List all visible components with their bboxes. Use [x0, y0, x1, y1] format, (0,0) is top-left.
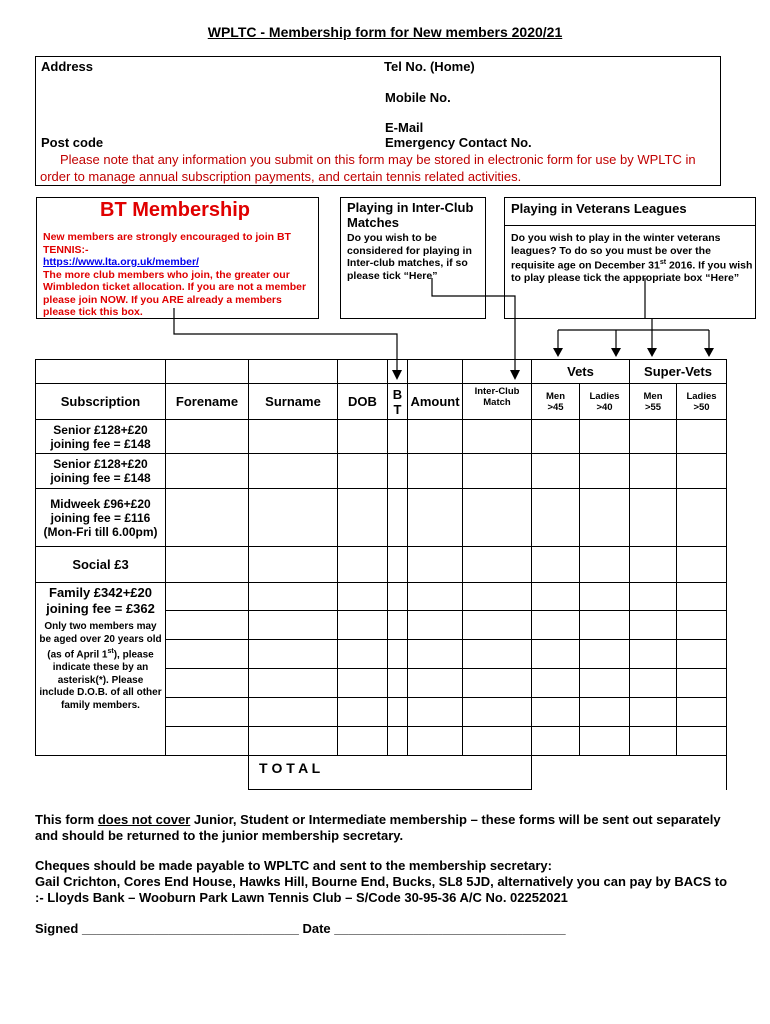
signature-line[interactable]: Signed ______________________________ Date ________________________________ — [35, 921, 566, 936]
postcode-label: Post code — [41, 135, 104, 150]
col-men55: Men >55 — [630, 384, 677, 420]
total-cell[interactable] — [249, 756, 532, 790]
membership-table — [35, 359, 727, 790]
row-label-senior: Senior £128+£20 joining fee = £148 — [36, 420, 166, 454]
vets-header: Vets — [532, 360, 630, 384]
secretary-address: Gail Crichton, Cores End House, Hawks Hill, Bourne End, Bucks, SL8 5JD, alternatively you can pay by BACS to :- Lloyds Bank – Wooburn Park Lawn Tennis Club – S/Code 30-95-36 A/C No. 02252021 — [35, 874, 728, 905]
address-label: Address — [41, 59, 94, 74]
table-row — [36, 489, 727, 547]
mobile-label: Mobile No. — [385, 90, 451, 105]
privacy-note: Please note that any information you submit on this form may be stored in electronic form for use by WPLTC in order to manage annual subscription payments, and certain tennis related activities. — [40, 152, 696, 184]
bt-line1: New members are strongly encouraged to join BT TENNIS:- — [43, 231, 291, 256]
row-label-social: Social £3 — [36, 547, 166, 583]
col-forename: Forename — [166, 384, 249, 420]
tel-home-label: Tel No. (Home) — [384, 59, 475, 74]
col-men45: Men >45 — [532, 384, 580, 420]
veterans-body: Do you wish to play in the winter veterans leagues? To do so you must be over the requisite age on December 31st 2016. If you wish to play please tick the appropriate box “Here” — [511, 232, 753, 284]
row-label-midweek: Midweek £96+£20 joining fee = £116 (Mon-Fri till 6.00pm) — [36, 489, 166, 547]
col-subscription: Subscription — [36, 384, 166, 420]
connector-arrows — [0, 0, 770, 380]
col-surname: Surname — [249, 384, 338, 420]
col-bt: B T — [388, 384, 408, 420]
table-row — [36, 583, 727, 611]
table-row — [36, 454, 727, 489]
table-row — [36, 547, 727, 583]
bt-line2: The more club members who join, the greater our Wimbledon ticket allocation. If you are not a member please join NOW. If you ARE already a members please tick this box. — [43, 268, 307, 318]
footer-note: This form does not cover Junior, Student or Intermediate membership – these forms will be sent out separately and should be returned to the junior membership secretary. — [35, 812, 721, 843]
col-dob: DOB — [338, 384, 388, 420]
form-title: WPLTC - Membership form for New members 2020/21 — [207, 24, 563, 40]
interclub-title: Playing in Inter-Club Matches — [347, 200, 474, 230]
lta-link[interactable]: https://www.lta.org.uk/member/ — [43, 256, 199, 268]
row-label-family: Family £342+£20 joining fee = £362 Only two members may be aged over 20 years old (as of April 1st), please indicate these by an asterisk(*). Please include D.O.B. of all other family members. — [36, 583, 166, 756]
emergency-label: Emergency Contact No. — [385, 135, 532, 150]
total-row — [36, 756, 727, 790]
veterans-title: Playing in Veterans Leagues — [511, 201, 687, 216]
col-ladies40: Ladies >40 — [580, 384, 630, 420]
table-row — [36, 420, 727, 454]
col-interclub: Inter-Club Match — [463, 384, 532, 420]
col-amount: Amount — [408, 384, 463, 420]
col-ladies50: Ladies >50 — [677, 384, 727, 420]
cheques-note: Cheques should be made payable to WPLTC and sent to the membership secretary: — [35, 858, 552, 873]
supervets-header: Super-Vets — [630, 360, 727, 384]
total-label: T O T A L — [259, 760, 321, 776]
interclub-body: Do you wish to be considered for playing in Inter-club matches, if so please tick “Here” — [347, 232, 472, 282]
family-note: Only two members may be aged over 20 years old (as of April 1st), please indicate these by an asterisk(*). Please include D.O.B. of all other family members. — [39, 621, 162, 711]
email-label: E-Mail — [385, 120, 424, 135]
row-label-senior: Senior £128+£20 joining fee = £148 — [36, 454, 166, 489]
bt-title: BT Membership — [100, 199, 251, 221]
